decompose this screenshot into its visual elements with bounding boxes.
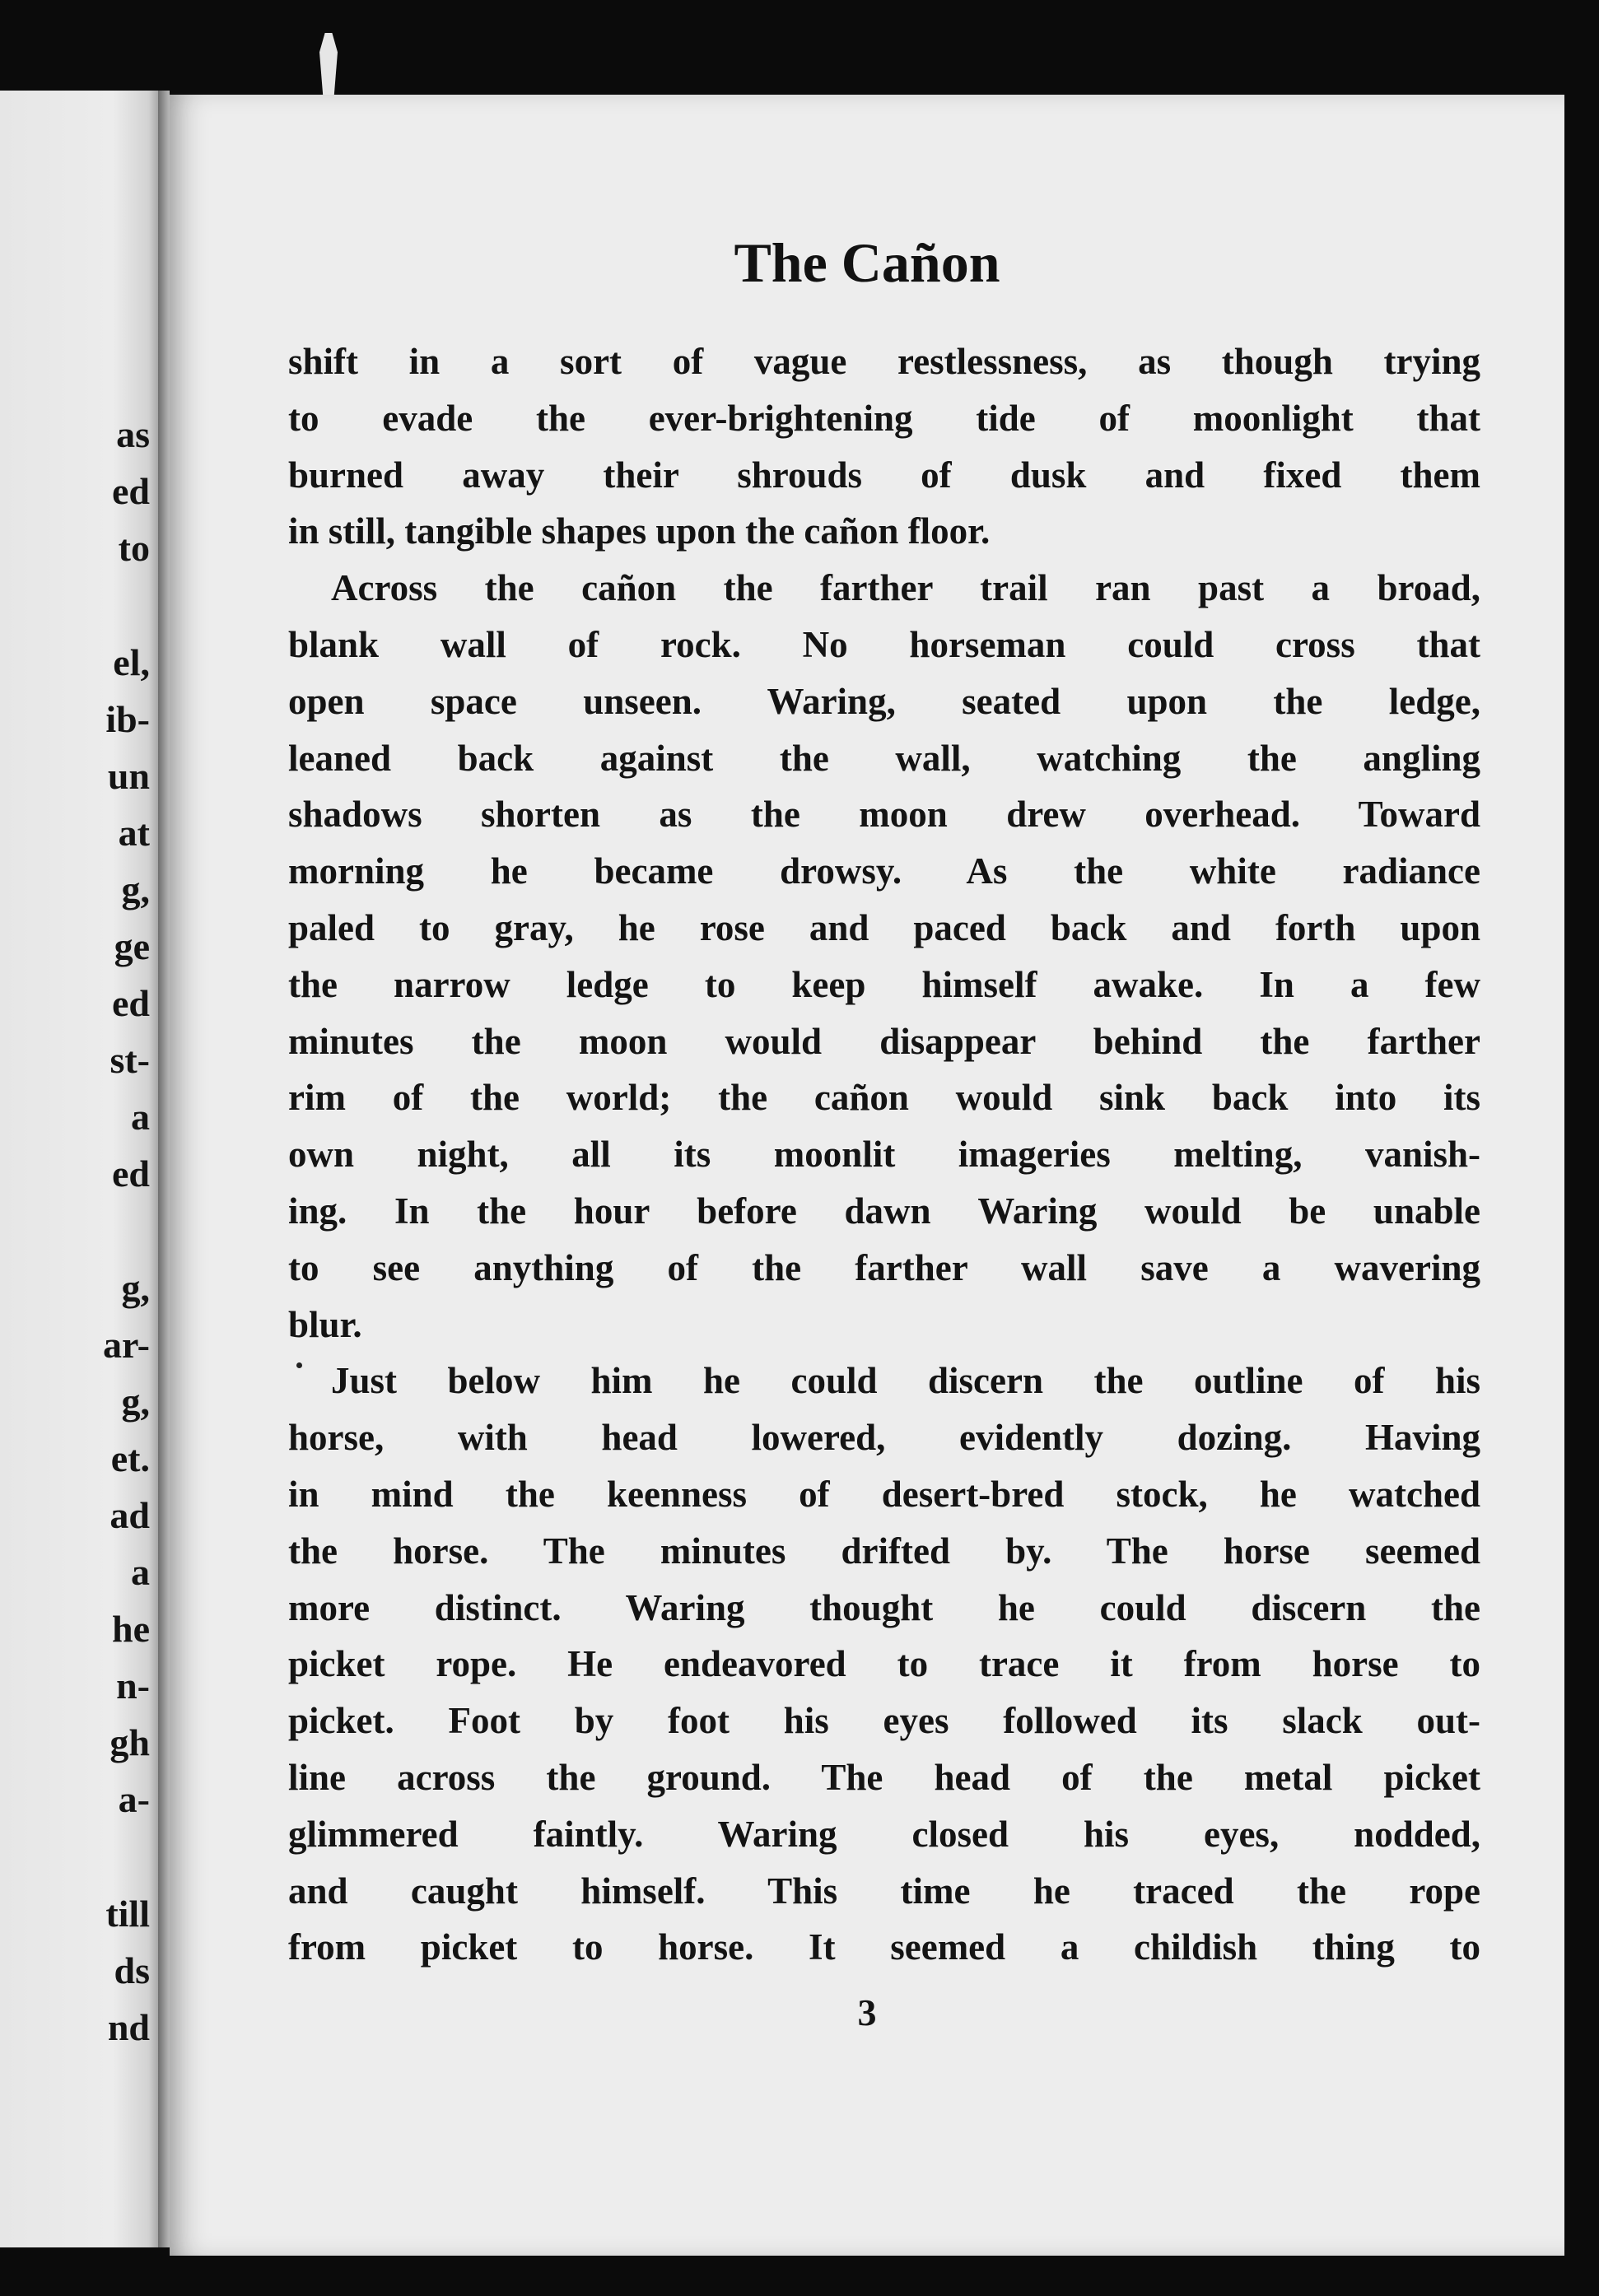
left-page-fragment: [0, 91, 161, 2247]
text-line: shift in a sort of vague restlessness, as though trying: [288, 341, 1480, 382]
left-fragment: a: [131, 1096, 150, 1138]
text-line: rim of the world; the cañon would sink back into its: [288, 1077, 1480, 1119]
left-fragment: n-: [116, 1665, 150, 1707]
stray-ink-dot: [296, 1362, 302, 1368]
text-line: from picket to horse. It seemed a childish thing to: [288, 1926, 1480, 1968]
text-line: in still, tangible shapes upon the cañon floor.: [288, 510, 991, 552]
text-line: the horse. The minutes drifted by. The horse seemed: [288, 1530, 1480, 1572]
text-line: more distinct. Waring thought he could discern the: [288, 1586, 1480, 1628]
body-text: [288, 333, 1480, 1976]
left-fragment: ge: [114, 925, 150, 967]
text-line: to evade the ever-brightening tide of moonlight that: [288, 397, 1480, 439]
left-fragment: gh: [110, 1721, 150, 1763]
text-line: in mind the keenness of desert-bred stock, he watched: [288, 1473, 1480, 1515]
left-fragment: g,: [121, 1267, 150, 1309]
text-line: shadows shorten as the moon drew overhead. Toward: [288, 794, 1480, 836]
left-fragment: he: [112, 1608, 150, 1650]
text-line: paled to gray, he rose and paced back and forth upon: [288, 906, 1480, 948]
left-fragment: g,: [121, 869, 150, 910]
text-line: glimmered faintly. Waring closed his eyes, nodded,: [288, 1813, 1480, 1855]
text-line: morning he became drowsy. As the white radiance: [288, 850, 1480, 892]
text-line: minutes the moon would disappear behind the farther: [288, 1020, 1480, 1062]
left-fragment: g,: [121, 1381, 150, 1423]
right-page: [170, 95, 1564, 2256]
text-line: blur.: [288, 1303, 362, 1345]
text-line: horse, with head lowered, evidently dozing. Having: [288, 1417, 1480, 1459]
left-fragment: at: [118, 812, 150, 854]
left-fragment: nd: [107, 2006, 150, 2048]
left-fragment: st-: [110, 1039, 150, 1081]
text-line: Across the cañon the farther trail ran past a broad,: [331, 567, 1480, 609]
left-fragment: et.: [110, 1437, 150, 1479]
text-line: burned away their shrouds of dusk and fixed them: [288, 454, 1480, 496]
left-fragment: as: [116, 413, 150, 455]
left-fragment: ib-: [105, 698, 150, 740]
text-line: Just below him he could discern the outline of his: [331, 1360, 1480, 1402]
left-fragment: un: [107, 755, 150, 797]
text-line: blank wall of rock. No horseman could cross that: [288, 623, 1480, 665]
left-fragment: el,: [113, 641, 150, 683]
left-fragment: ds: [114, 1949, 150, 1991]
text-line: open space unseen. Waring, seated upon the ledge,: [288, 680, 1480, 722]
text-line: picket rope. He endeavored to trace it from horse to: [288, 1643, 1480, 1685]
left-fragment: ed: [112, 982, 150, 1024]
left-fragment: till: [105, 1893, 150, 1935]
text-line: own night, all its moonlit imageries melting, vanish-: [288, 1134, 1480, 1176]
left-fragment: ar-: [102, 1324, 150, 1366]
left-fragment: to: [118, 527, 150, 569]
left-fragment: ed: [112, 470, 150, 512]
text-line: the narrow ledge to keep himself awake. In a few: [288, 963, 1480, 1005]
text-line: leaned back against the wall, watching the angling: [288, 737, 1480, 779]
text-line: and caught himself. This time he traced the rope: [288, 1870, 1480, 1912]
left-fragment: ad: [110, 1494, 150, 1536]
left-fragment: ed: [112, 1153, 150, 1195]
text-line: to see anything of the farther wall save a wavering: [288, 1246, 1480, 1288]
text-line: line across the ground. The head of the metal picket: [288, 1756, 1480, 1798]
running-title: The Cañon: [734, 231, 1000, 294]
scan-right-edge: [1564, 91, 1599, 2296]
page-number: 3: [857, 1991, 877, 2033]
text-line: ing. In the hour before dawn Waring would be unable: [288, 1190, 1480, 1232]
left-fragment: a: [131, 1551, 150, 1593]
book-gutter: [158, 91, 170, 2247]
text-line: picket. Foot by foot his eyes followed its slack out-: [288, 1700, 1480, 1742]
left-fragment: a-: [118, 1778, 150, 1820]
